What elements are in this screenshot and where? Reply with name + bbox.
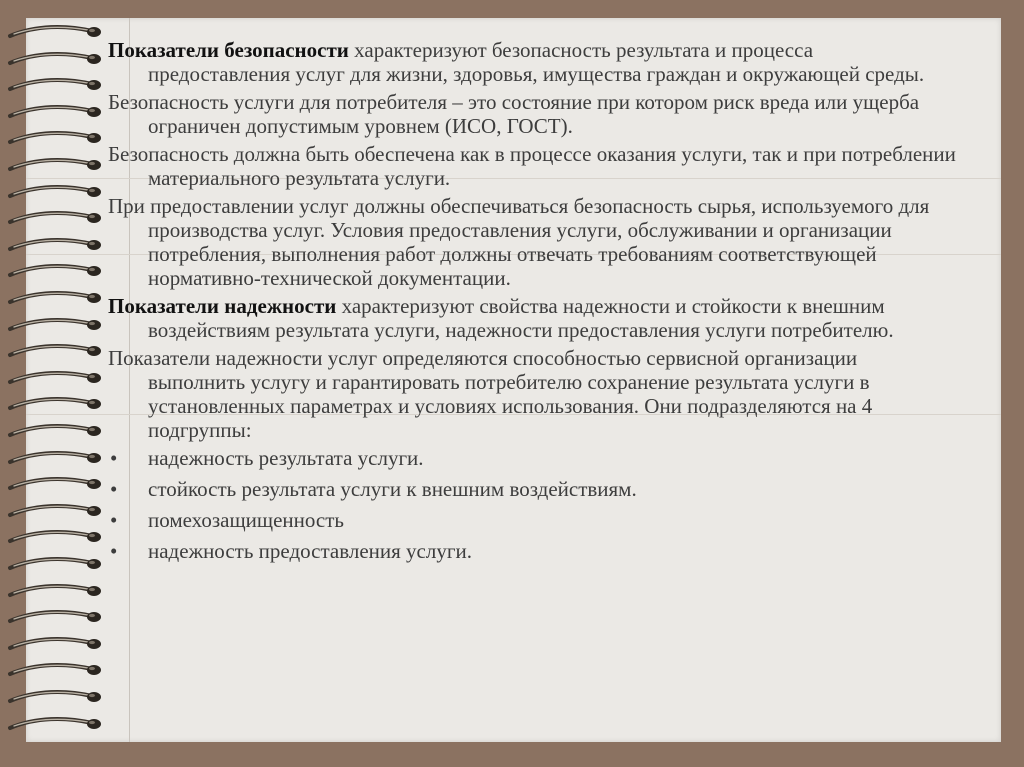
spiral-coil-icon	[6, 129, 106, 147]
spiral-coil-icon	[6, 369, 106, 387]
paragraph-text: характеризуют безопасность результата и процесса предоставления услуг для жизни, здоровья, имущества граждан и окружающей среды.	[148, 38, 925, 86]
spiral-coil-icon	[6, 422, 106, 440]
bullet-dot: •	[110, 508, 118, 532]
paragraph-text: При предоставлении услуг должны обеспечиваться безопасность сырья, используемого для производства услуг. Условия предоставления услуги, обслуживании и организации потребления, выполнения работ должны отвечать требованиям соответствующей нормативно-технической документации.	[108, 194, 930, 290]
bullet-item	[108, 539, 958, 563]
paragraph-safety-indicators	[108, 38, 958, 86]
spiral-coil-icon	[6, 23, 106, 41]
spiral-coil-icon	[6, 582, 106, 600]
paragraph-text: Безопасность услуги для потребителя – это состояние при котором риск вреда или ущерба ограничен допустимым уровнем (ИСО, ГОСТ).	[108, 90, 920, 138]
paragraph-reliability-indicators	[108, 294, 958, 342]
paragraph-safety-provision	[108, 142, 958, 190]
bullet-text: надежность предоставления услуги.	[148, 539, 472, 563]
spiral-coil-icon	[6, 262, 106, 280]
spiral-coil-icon	[6, 50, 106, 68]
spiral-coil-icon	[6, 342, 106, 360]
spiral-coil-icon	[6, 475, 106, 493]
spiral-coil-icon	[6, 449, 106, 467]
spiral-coil-icon	[6, 103, 106, 121]
bullet-item	[108, 508, 958, 532]
bullet-item	[108, 446, 958, 470]
spiral-coil-icon	[6, 316, 106, 334]
bullet-dot: •	[110, 446, 118, 470]
spiral-coil-icon	[6, 76, 106, 94]
paragraph-reliability-subgroups	[108, 346, 958, 442]
paragraph-consumer-safety	[108, 90, 958, 138]
spiral-coil-icon	[6, 395, 106, 413]
spiral-coil-icon	[6, 289, 106, 307]
spiral-coil-icon	[6, 236, 106, 254]
bullet-item	[108, 477, 958, 501]
spiral-coil-icon	[6, 528, 106, 546]
paragraph-raw-material-safety	[108, 194, 958, 290]
paragraph-text: характеризуют свойства надежности и стойкости к внешним воздействиям результата услуги, надежности предоставления услуги потребителю.	[148, 294, 894, 342]
spiral-coil-icon	[6, 608, 106, 626]
bullet-text: надежность результата услуги.	[148, 446, 424, 470]
spiral-coil-icon	[6, 661, 106, 679]
spiral-coil-icon	[6, 183, 106, 201]
spiral-coil-icon	[6, 502, 106, 520]
spiral-binding	[0, 0, 120, 767]
spiral-coil-icon	[6, 209, 106, 227]
term-safety-indicators: Показатели безопасности	[108, 38, 349, 62]
spiral-coil-icon	[6, 715, 106, 733]
term-reliability-indicators: Показатели надежности	[108, 294, 337, 318]
paragraph-text: Показатели надежности услуг определяются способностью сервисной организации выполнить услугу и гарантировать потребителю сохранение результата услуги в установленных параметрах и условиях использования. Они подразделяются на 4 подгруппы:	[108, 346, 873, 442]
spiral-coil-icon	[6, 555, 106, 573]
slide-content	[108, 38, 958, 570]
paragraph-text: Безопасность должна быть обеспечена как в процессе оказания услуги, так и при потреблении материального результата услуги.	[108, 142, 956, 190]
bullet-text: помехозащищенность	[148, 508, 344, 532]
spiral-coil-icon	[6, 635, 106, 653]
spiral-coil-icon	[6, 156, 106, 174]
bullet-dot: •	[110, 477, 118, 501]
bullet-text: стойкость результата услуги к внешним воздействиям.	[148, 477, 637, 501]
bullet-dot: •	[110, 539, 118, 563]
spiral-coil-icon	[6, 688, 106, 706]
